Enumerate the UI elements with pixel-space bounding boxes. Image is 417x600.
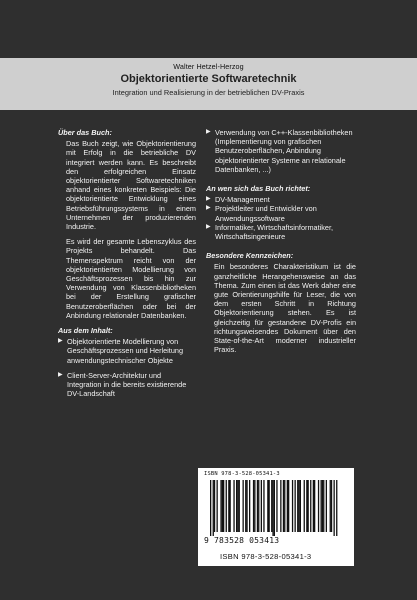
barcode-bar <box>253 480 254 532</box>
barcode-bar <box>272 480 273 536</box>
list-item <box>206 195 356 204</box>
triangle-right-icon: ▶ <box>58 338 63 345</box>
barcode-bar <box>331 480 332 532</box>
barcode-bar <box>304 480 305 532</box>
barcode-bar <box>233 480 234 532</box>
barcode-bar <box>222 480 223 532</box>
barcode-bar <box>249 480 250 532</box>
features-heading: Besondere Kennzeichen: <box>206 251 294 261</box>
audience-item-3: Informatiker, Wirtschaftsinformatiker, Wirtschaftsingenieure <box>215 222 333 242</box>
isbn-label: ISBN 978-3-528-05341-3 <box>220 552 312 561</box>
barcode-bar <box>214 480 215 532</box>
barcode-bar <box>257 480 258 532</box>
barcode-bar <box>280 480 281 532</box>
barcode-bar <box>213 480 214 536</box>
contents-item-1: Objektorientierte Modellierung von Geschäftsprozessen und Herleitung anwendungstechnischer Objekte <box>67 337 184 365</box>
barcode-bar <box>310 480 311 532</box>
barcode-bar <box>261 480 262 532</box>
barcode-bar <box>287 480 288 532</box>
list-item <box>206 128 356 174</box>
audience-heading: An wen sich das Buch richtet: <box>206 184 311 194</box>
barcode-bar <box>254 480 255 532</box>
isbn-small-label: ISBN 978-3-528-05341-3 <box>204 471 280 477</box>
left-column <box>58 128 196 404</box>
author-name: Walter Hetzel-Herzog <box>173 62 244 71</box>
barcode-bar <box>263 480 264 532</box>
right-column <box>206 128 356 360</box>
barcode-bar <box>295 480 296 532</box>
contents-item-2: Client-Server-Architektur und Integration in die bereits existierende DV-Landschaft <box>67 370 187 399</box>
barcode-image <box>210 480 342 536</box>
barcode-bar <box>284 480 285 532</box>
barcode-bar <box>223 480 224 532</box>
list-item <box>206 204 356 222</box>
list-item <box>58 337 196 365</box>
barcode-bar <box>308 480 309 532</box>
audience-item-1: DV-Management <box>215 195 270 205</box>
barcode-bar <box>239 480 240 532</box>
barcode-bar <box>220 480 221 532</box>
about-paragraph-2: Es wird der gesamte Lebenszyklus des Projekts behandelt. Das Themenspektrum reicht von der objektorientierten Modellierung von Geschäftsprozessen bis hin zur Verwendung von Klassenbibliotheken bei der Erstellung grafischer Benutzeroberflächen oder bei der Anbindung relationaler Datenbanken. <box>66 237 196 320</box>
barcode-bar <box>321 480 322 532</box>
barcode-bar <box>292 480 293 532</box>
list-item <box>58 371 196 399</box>
barcode-bar <box>274 480 275 536</box>
barcode-bar <box>271 480 272 532</box>
triangle-right-icon: ▶ <box>206 223 211 230</box>
contents-list-continued <box>206 128 356 174</box>
book-title: Objektorientierte Softwaretechnik <box>120 73 297 85</box>
barcode-bar <box>226 480 227 532</box>
barcode-bar <box>258 480 259 532</box>
barcode-bar <box>245 480 246 532</box>
barcode-bar <box>246 480 247 532</box>
contents-item-3: Verwendung von C++-Klassenbibliotheken (Implementierung von grafischen Benutzeroberflächen, Anbindung objektorientierter Systeme an relationale Datenbanken, ...) <box>215 128 353 174</box>
barcode-bar <box>210 480 211 536</box>
barcode-bar <box>283 480 284 532</box>
barcode-bar <box>300 480 301 532</box>
barcode-bar <box>334 480 335 536</box>
barcode-bar <box>228 480 229 532</box>
barcode-bar <box>297 480 298 532</box>
barcode-bar <box>217 480 218 532</box>
barcode-bar <box>236 480 237 532</box>
cover-header-band <box>0 58 417 110</box>
triangle-right-icon: ▶ <box>58 371 63 378</box>
barcode-box <box>198 468 354 566</box>
barcode-bar <box>330 480 331 532</box>
barcode-bar <box>288 480 289 532</box>
barcode-bar <box>230 480 231 532</box>
barcode-bar <box>269 480 270 532</box>
about-paragraph-1: Das Buch zeigt, wie Objektorientierung mit Erfolg in die betriebliche DV integriert werden kann. Es beschreibt den erfolgreichen Einsatz objektorientierter Softwaretechniken anhand eines konkreten Beispiels: Die objektorientierte Entwicklung eines Betriebsführungssystems in einem Unternehmen der produzierenden Industrie. <box>66 139 196 232</box>
barcode-bar <box>326 480 327 532</box>
book-subtitle: Integration und Realisierung in der betrieblichen DV-Praxis <box>112 88 305 97</box>
audience-item-2: Projektleiter und Entwickler von Anwendungssoftware <box>215 204 317 223</box>
barcode-digits: 9 783528 053413 <box>204 536 280 545</box>
triangle-right-icon: ▶ <box>206 129 211 135</box>
barcode-bar <box>306 480 307 532</box>
audience-list <box>206 195 356 241</box>
about-heading: Über das Buch: <box>58 128 112 137</box>
barcode-bar <box>243 480 244 532</box>
barcode-bar <box>322 480 323 532</box>
contents-heading: Aus dem Inhalt: <box>58 326 113 336</box>
features-paragraph: Ein besonderes Charakteristikum ist die ganzheitliche Herangehensweise an das Thema. Zum einen ist das Werk daher eine gute Orientierungshilfe für Leser, die von dem ersten Schritt in Richtung Objektorientierung stehen. Es ist gleichzeitig für gestandene DV-Profis ein richtungsweisendes Dokument über den State-of-the-Art moderner industrieller Praxis. <box>214 262 356 355</box>
barcode-bar <box>298 480 299 532</box>
barcode-bar <box>267 480 268 532</box>
barcode-bar <box>237 480 238 532</box>
barcode-bar <box>276 480 277 532</box>
list-item <box>206 223 356 241</box>
contents-list <box>58 337 196 398</box>
barcode-bar <box>318 480 319 532</box>
barcode-bar <box>314 480 315 532</box>
barcode-bar <box>336 480 337 536</box>
barcode-bar <box>323 480 324 532</box>
triangle-right-icon: ▶ <box>206 196 211 203</box>
triangle-right-icon: ▶ <box>206 205 211 212</box>
barcode-bar <box>313 480 314 532</box>
